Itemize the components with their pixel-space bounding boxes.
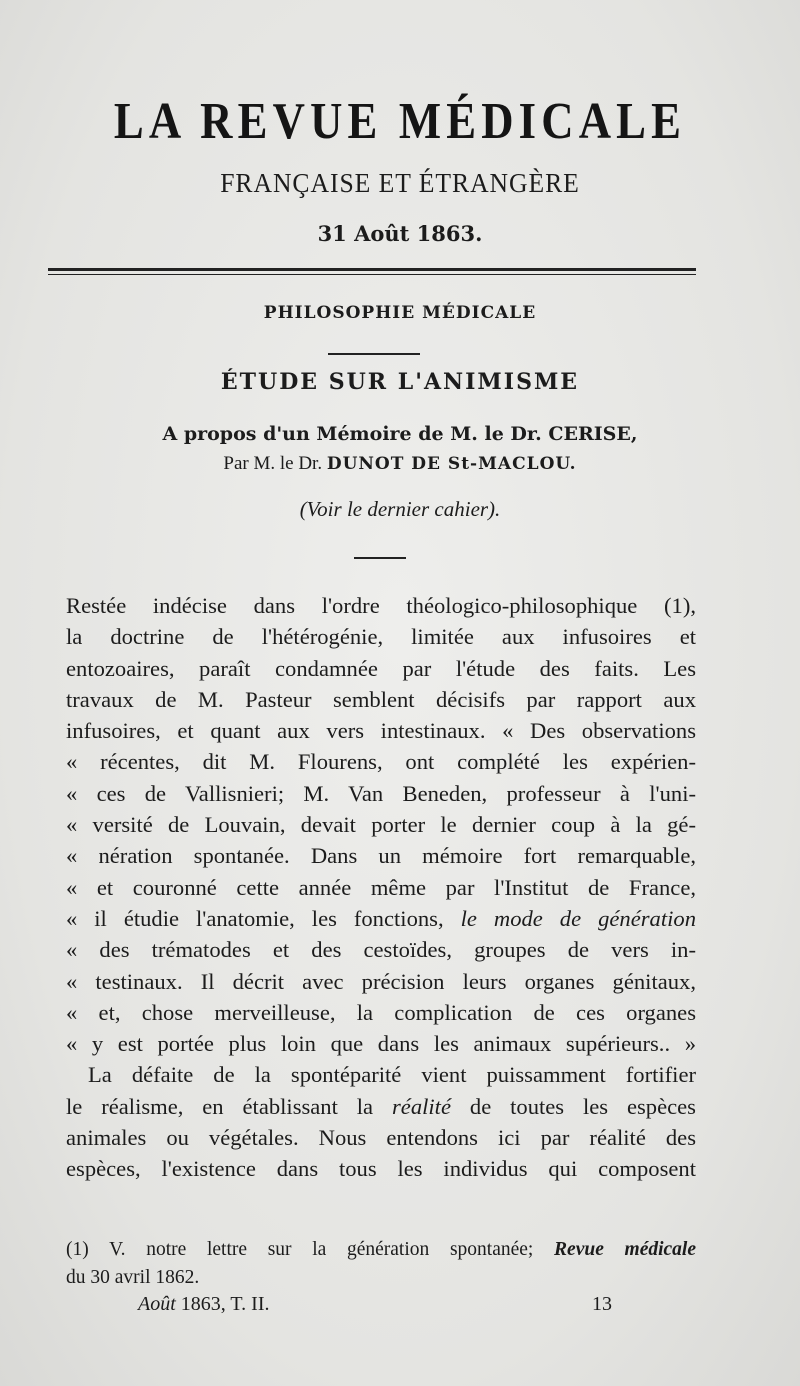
article-title: ÉTUDE SUR L'ANIMISME bbox=[220, 369, 580, 395]
body-line bbox=[66, 1091, 696, 1122]
journal-subtitle: FRANÇAISE ET ÉTRANGÈRE bbox=[220, 168, 580, 198]
body-line: animales ou végétales. Nous entendons ici par réalité des bbox=[66, 1125, 696, 1151]
body-line: Restée indécise dans l'ordre théologico-philosophique (1), bbox=[66, 593, 696, 618]
body-line: « versité de Louvain, devait porter le dernier coup à la gé- bbox=[66, 812, 696, 838]
article-apropos: A propos d'un Mémoire de M. le Dr. CERISE, bbox=[162, 423, 638, 445]
body-line: espèces, l'existence dans tous les individus qui composent bbox=[66, 1156, 696, 1182]
body-line: infusoires, et quant aux vers intestinaux. « Des observations bbox=[66, 718, 696, 744]
body-line: « nération spontanée. Dans un mémoire fort remarquable, bbox=[66, 843, 696, 869]
page-number: 13 bbox=[592, 1293, 612, 1315]
folio-year-tome: 1863, T. II. bbox=[180, 1293, 270, 1315]
body-line: « des trématodes et des cestoïdes, groupes de vers in- bbox=[66, 937, 696, 963]
footnote-line bbox=[66, 1236, 696, 1264]
article-body bbox=[66, 590, 696, 1185]
body-line: « testinaux. Il décrit avec précision leurs organes génitaux, bbox=[66, 968, 696, 994]
body-line: travaux de M. Pasteur semblent décisifs par rapport aux bbox=[66, 686, 696, 712]
author-name: DUNOT DE St-MACLOU. bbox=[326, 454, 577, 474]
author-line bbox=[0, 452, 800, 476]
body-line: La défaite de la spontéparité vient puissamment fortifier bbox=[88, 1062, 696, 1088]
footnote-journal: Revue médicale bbox=[554, 1239, 696, 1260]
section-divider bbox=[354, 557, 406, 559]
body-line: « y est portée plus loin que dans les animaux supérieurs.. » bbox=[66, 1031, 696, 1057]
body-line bbox=[66, 903, 696, 934]
section-rubric: PHILOSOPHIE MÉDICALE bbox=[263, 303, 537, 323]
body-line: « récentes, dit M. Flourens, ont complété les expérien- bbox=[66, 749, 696, 775]
header-rule-thin bbox=[48, 274, 696, 275]
body-line: la doctrine de l'hétérogénie, limitée aux infusoires et bbox=[66, 624, 696, 650]
body-line-tail: de toutes les espèces bbox=[469, 1093, 696, 1119]
header-rule-thick bbox=[48, 268, 696, 271]
see-note: (Voir le dernier cahier). bbox=[299, 497, 501, 521]
footnote-text: (1) V. notre lettre sur la génération spontanée; bbox=[66, 1239, 534, 1260]
author-prefix: Par M. le Dr. bbox=[223, 453, 323, 474]
issue-date: 31 Août 1863. bbox=[317, 221, 483, 246]
folio-date bbox=[138, 1292, 269, 1316]
body-line-text: le réalisme, en établissant la bbox=[66, 1093, 374, 1119]
body-line: « et, chose merveilleuse, la complication de ces organes bbox=[66, 999, 696, 1025]
body-line: « et couronné cette année même par l'Institut de France, bbox=[66, 874, 696, 900]
body-line-italic: le mode de génération bbox=[460, 905, 696, 931]
rubric-rule bbox=[328, 353, 420, 355]
footnote bbox=[66, 1236, 696, 1292]
body-line: entozoaires, paraît condamnée par l'étude des faits. Les bbox=[66, 655, 696, 681]
body-line-text: « il étudie l'anatomie, les fonctions, bbox=[66, 905, 444, 931]
body-line: « ces de Vallisnieri; M. Van Beneden, professeur à l'uni- bbox=[66, 780, 696, 806]
footnote-line: du 30 avril 1862. bbox=[66, 1267, 200, 1288]
journal-title: LA REVUE MÉDICALE bbox=[113, 93, 687, 150]
folio-month: Août bbox=[138, 1293, 176, 1315]
body-line-italic: réalité bbox=[392, 1093, 451, 1119]
